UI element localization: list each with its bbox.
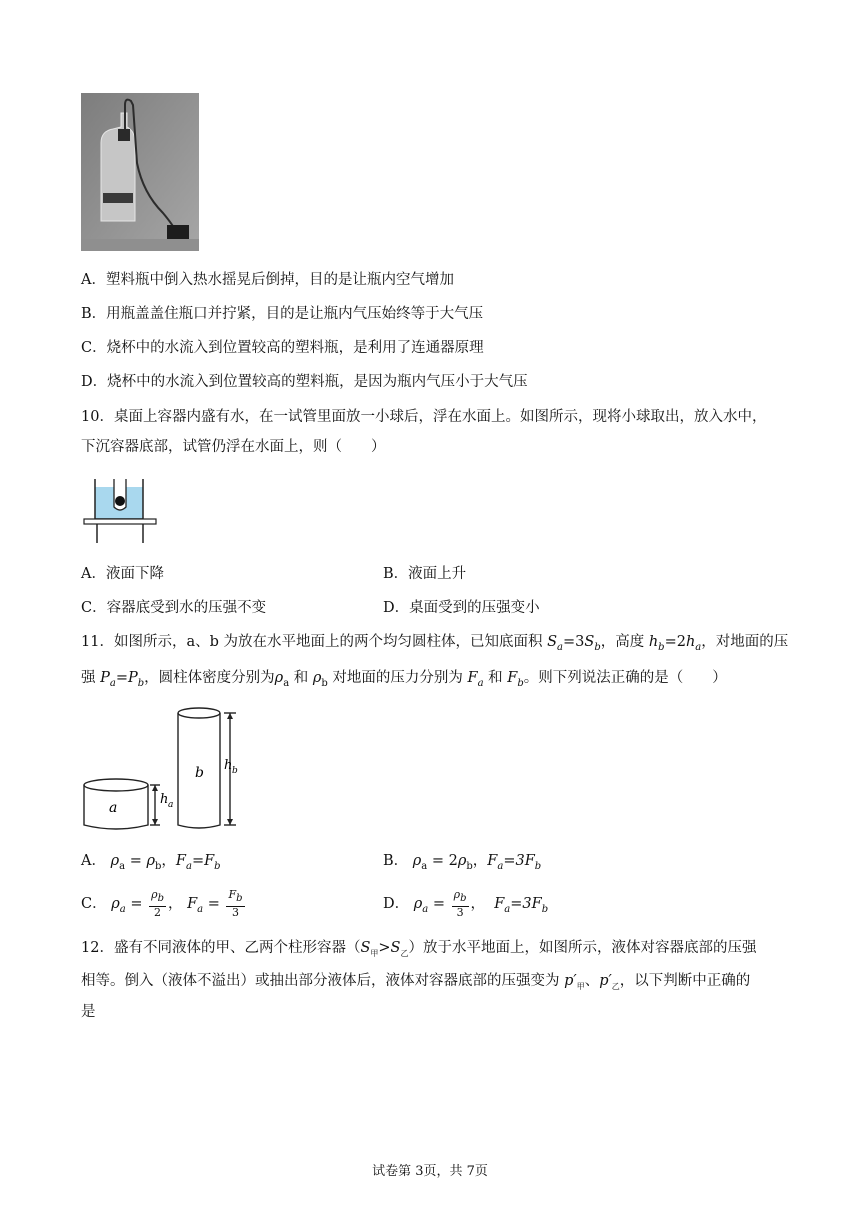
q11-stem-line1: 11．如图所示，a、b 为放在水平地面上的两个均匀圆柱体，已知底面积 $S_a=3S_b$，高度 $h_b=2h_a$，对地面的压: [81, 634, 789, 653]
q10-option-c: C．容器底受到水的压强不变: [81, 600, 267, 616]
q12-stem-line3: 是: [81, 1004, 96, 1020]
q12-stem-line2: 相等。倒入（液体不溢出）或抽出部分液体后，液体对容器底部的压强变为 $p'_甲$、$p'_乙$，以下判断中正确的: [81, 973, 751, 991]
q11-stem-line2: 强 $P_a=P_b$，圆柱体密度分别为$\rho_a$ 和 $\rho_b$ 对地面的压力分别为 $F_a$ 和 $F_b$。则下列说法正确的是（ ）: [81, 670, 727, 689]
cylinder-a-label: a: [109, 800, 118, 816]
q11-option-c: C． $\rho_a$ = $\frac{\rho_b}{2}$ ， $F_a$ = $\frac{F_b}{3}$: [81, 888, 243, 919]
height-hb-label: h: [224, 758, 233, 773]
q10-option-a: A．液面下降: [81, 566, 164, 582]
q9-photo-bottle-siphon: [81, 93, 199, 251]
q10-option-b: B．液面上升: [383, 566, 467, 582]
q10-option-d: D．桌面受到的压强变小: [383, 600, 540, 616]
height-ha-sub: a: [168, 800, 174, 810]
q11-option-a: A． $\rho_a = \rho_b$，$F_a=F_b$: [81, 853, 221, 872]
q9-option-a: A．塑料瓶中倒入热水摇晃后倒掉，目的是让瓶内空气增加: [81, 272, 454, 288]
q9-option-b: B．用瓶盖盖住瓶口并拧紧，目的是让瓶内气压始终等于大气压: [81, 306, 484, 322]
q12-stem-line1: 12．盛有不同液体的甲、乙两个柱形容器$(S_甲>S_乙)$放于水平地面上，如图所示，液体对容器底部的压强: [81, 940, 757, 958]
height-hb-sub: b: [232, 766, 238, 776]
q9-option-d: D．烧杯中的水流入到位置较高的塑料瓶，是因为瓶内气压小于大气压: [81, 374, 528, 390]
q9-option-c: C．烧杯中的水流入到位置较高的塑料瓶，是利用了连通器原理: [81, 340, 484, 356]
q10-diagram-container: [81, 475, 161, 549]
height-ha-label: h: [160, 792, 169, 807]
page-footer: 试卷第 3页，共 7页: [372, 1164, 488, 1179]
q10-stem-line1: 10．桌面上容器内盛有水，在一试管里面放一小球后，浮在水面上。如图所示，现将小球取出，放入水中，: [81, 409, 767, 425]
cylinder-b-label: b: [195, 765, 204, 781]
q11-option-d: D． $\rho_a$ = $\frac{\rho_b}{3}$ ， $F_a=3F_b$: [383, 888, 549, 919]
q11-option-b: B． $\rho_a = 2\rho_b$，$F_a=3F_b$: [383, 853, 542, 872]
q11-cylinders-diagram: [78, 703, 248, 837]
q10-stem-line2: 下沉容器底部，试管仍浮在水面上，则（ ）: [81, 439, 386, 455]
